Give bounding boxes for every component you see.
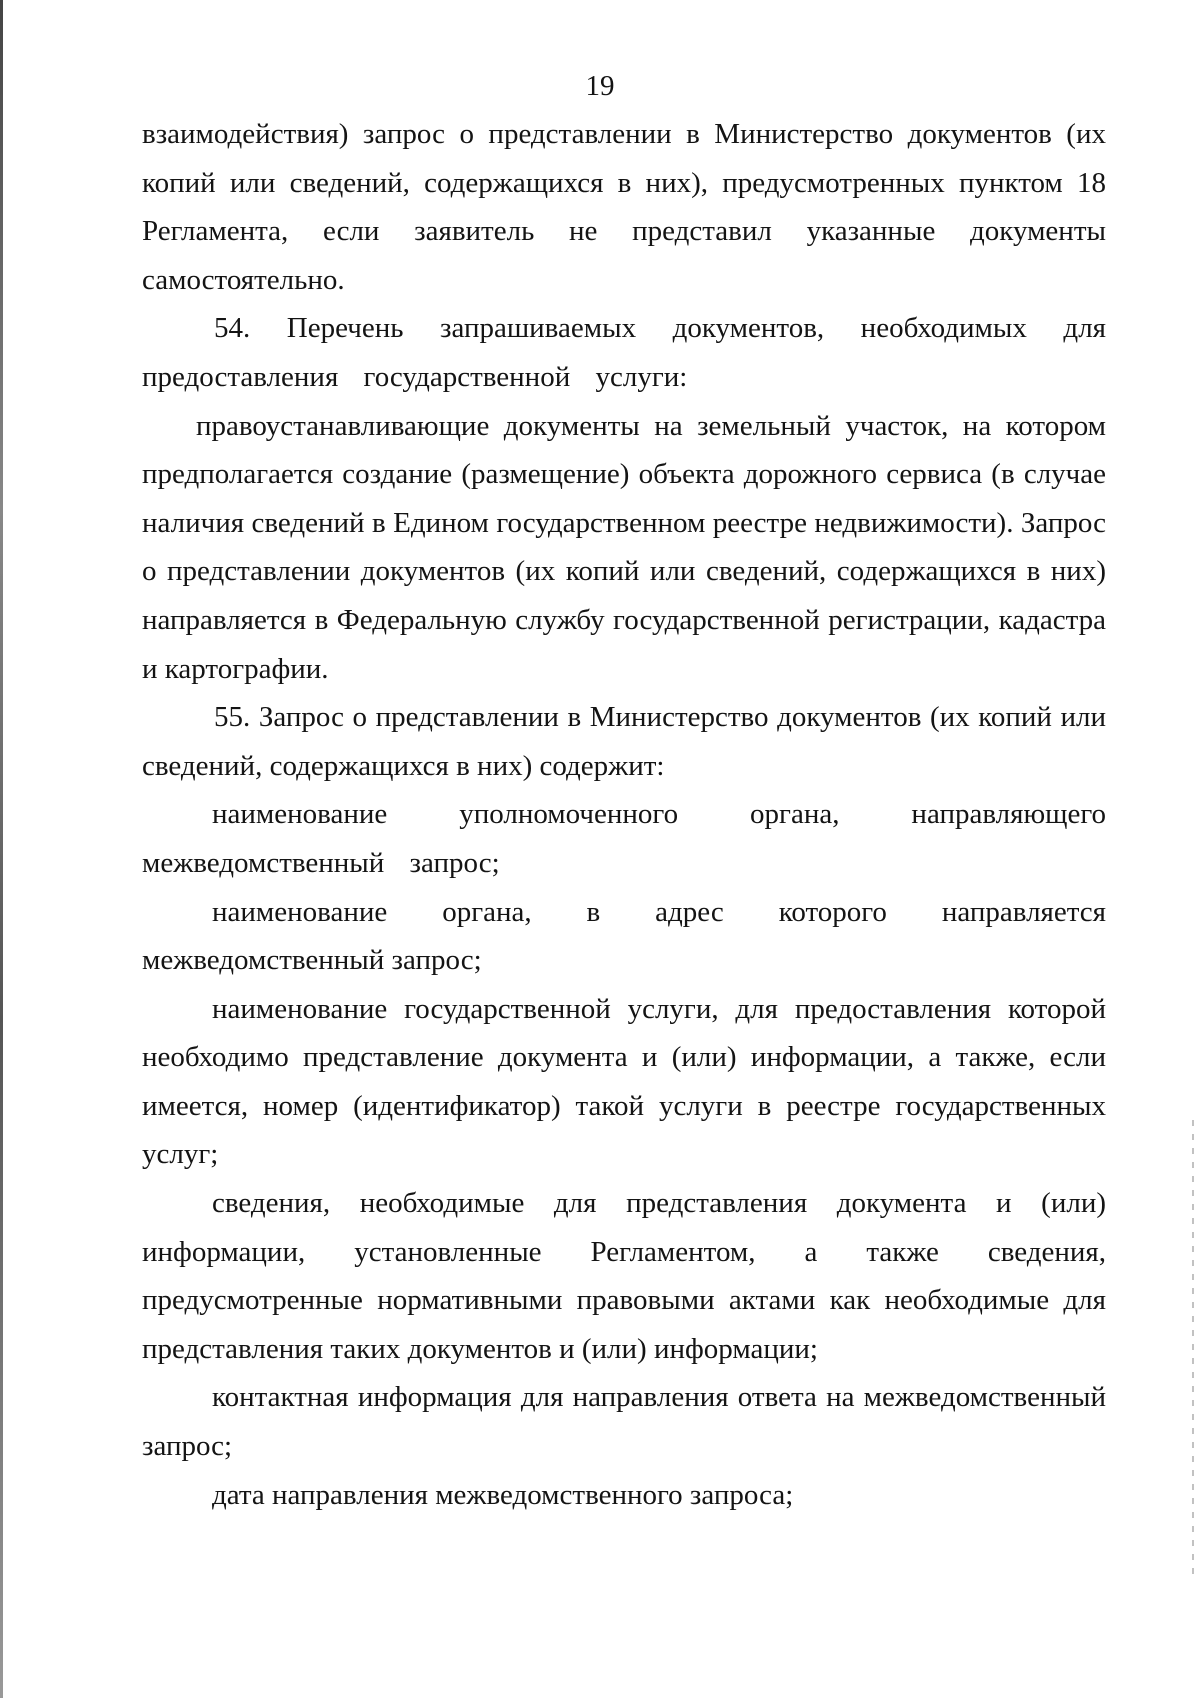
list-item-authority-name: наименование уполномоченного органа, направляющего межведомственный запрос; [142, 798, 1106, 879]
body-text [142, 110, 1106, 1519]
list-item-required-info: сведения, необходимые для представления документа и (или) информации, установленные Регламентом, а также сведения, предусмотренные нормативными правовыми актами как необходимые для представления таких документов и (или) информации; [142, 1187, 1106, 1365]
list-item-recipient-name: наименование органа, в адрес которого направляется межведомственный запрос; [142, 895, 1106, 977]
paragraph-55: 55. Запрос о представлении в Министерство документов (их копий или сведений, содержащихся в них) содержит: [142, 701, 1106, 782]
scan-edge-right [1192, 1120, 1194, 1580]
paragraph-title-documents: правоустанавливающие документы на земельный участок, на котором предполагается создание (размещение) объекта дорожного сервиса (в случае наличия сведений в Едином государственном реестре недвижимости). Запрос о представлении документов (их копий или сведений, содержащихся в них) направляется в Федеральную службу государственной регистрации, кадастра и картографии. [142, 409, 1106, 685]
list-item-service-name: наименование государственной услуги, для предоставления которой необходимо представление документа и (или) информации, а также, если имеется, номер (идентификатор) такой услуги в реестре государственных услуг; [142, 992, 1106, 1171]
list-item-contact-info: контактная информация для направления ответа на межведомственный запрос; [142, 1381, 1106, 1463]
page-number: 19 [585, 70, 615, 102]
list-item-request-date: дата направления межведомственного запроса; [212, 1478, 794, 1511]
paragraph-54: 54. Перечень запрашиваемых документов, необходимых для предоставления государственной услуги: [142, 312, 1106, 393]
paragraph-continuation: взаимодействия) запрос о представлении в Министерство документов (их копий или сведений, содержащихся в них), предусмотренных пунктом 18 Регламента, если заявитель не представил указанные документы самостоятельно. [142, 118, 1106, 296]
scan-edge-left [0, 0, 3, 1698]
